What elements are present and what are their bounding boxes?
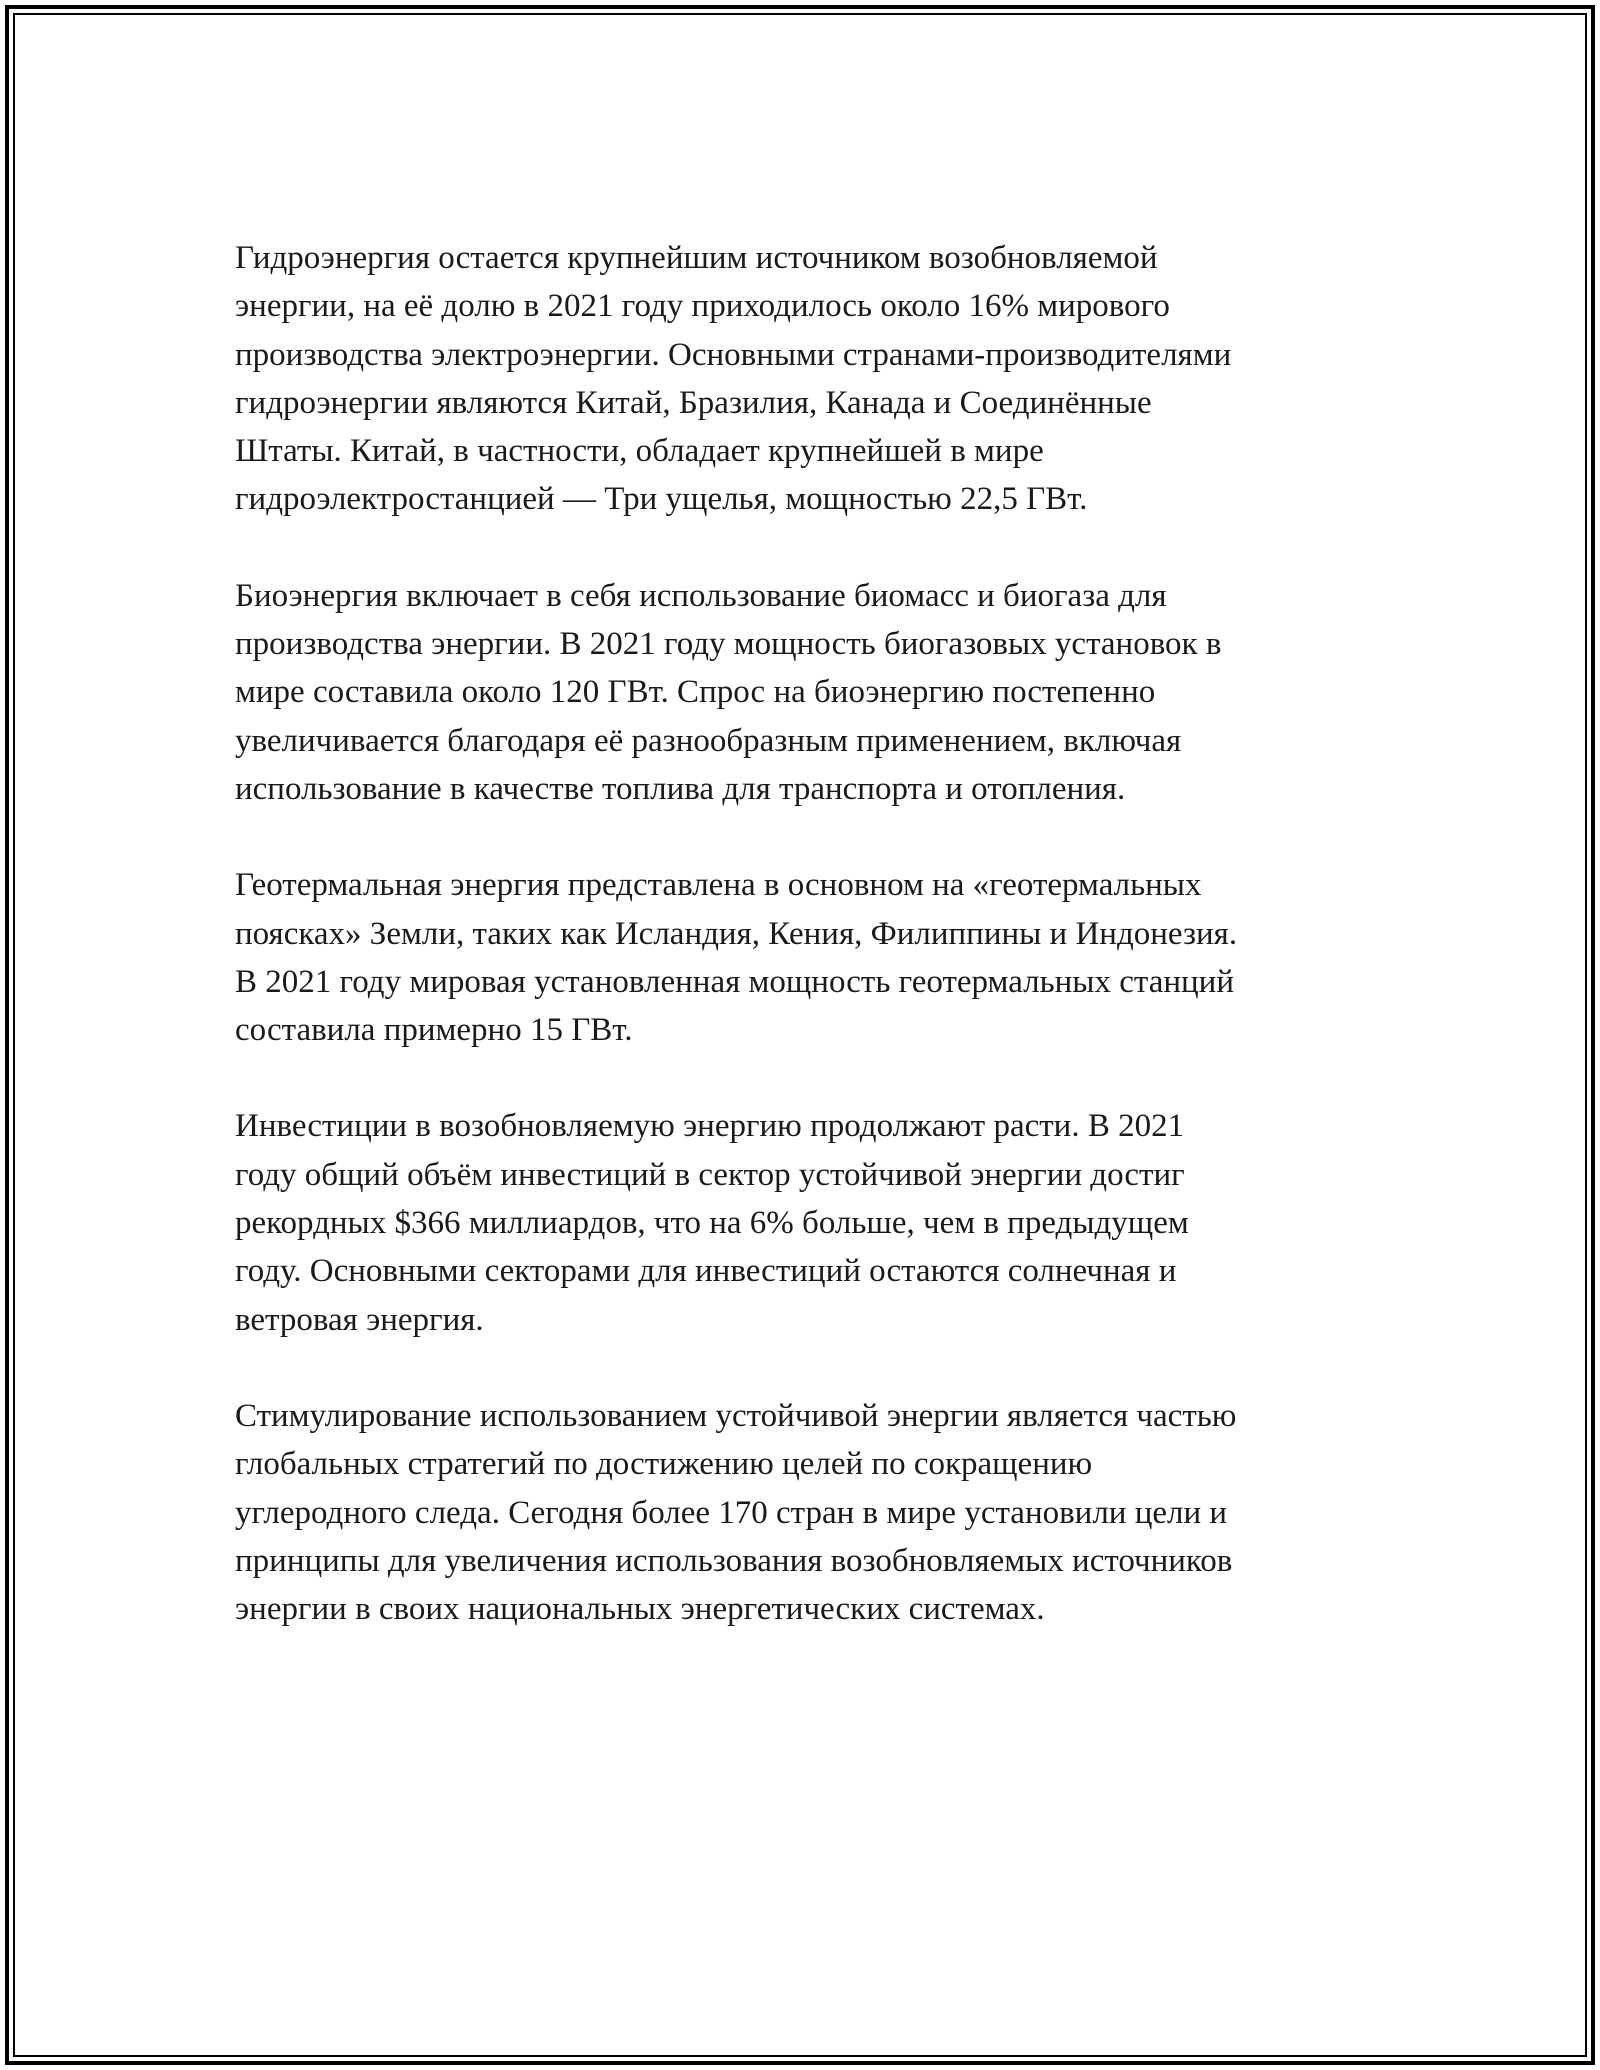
document-body — [235, 234, 1385, 1681]
paragraph-investments: Инвестиции в возобновляемую энергию продолжают расти. В 2021 году общий объём инвестиций в сектор устойчивой энергии достиг рекордных $366 миллиардов, что на 6% больше, чем в предыдущем году. Основными секторами для инвестиций остаются солнечная и ветровая энергия. — [235, 1108, 1189, 1338]
paragraph-hydropower: Гидроэнергия остается крупнейшим источником возобновляемой энергии, на её долю в 2021 году приходилось около 16% мирового производства электроэнергии. Основными странами-производителями гидроэнергии являются Китай, Бразилия, Канада и Соединённые Штаты. Китай, в частности, обладает крупнейшей в мире гидроэлектростанцией — Три ущелья, мощностью 22,5 ГВт. — [235, 240, 1232, 518]
paragraph-bioenergy: Биоэнергия включает в себя использование биомасс и биогаза для производства энергии. В 2021 году мощность биогазовых установок в мире составила около 120 ГВт. Спрос на биоэнергию постепенно увеличивается благодаря её разнообразным применением, включая использование в качестве топлива для транспорта и отопления. — [235, 577, 1222, 807]
paragraph-geothermal: Геотермальная энергия представлена в основном на «геотермальных поясках» Земли, таких как Исландия, Кения, Филиппины и Индонезия. В 2021 году мировая установленная мощность геотермальных станций составила примерно 15 ГВт. — [235, 867, 1238, 1049]
paragraph-strategies: Стимулирование использованием устойчивой энергии является частью глобальных стратегий по достижению целей по сокращению углеродного следа. Сегодня более 170 стран в мире установили цели и принципы для увеличения использования возобновляемых источников энергии в своих национальных энергетических системах. — [235, 1397, 1237, 1628]
